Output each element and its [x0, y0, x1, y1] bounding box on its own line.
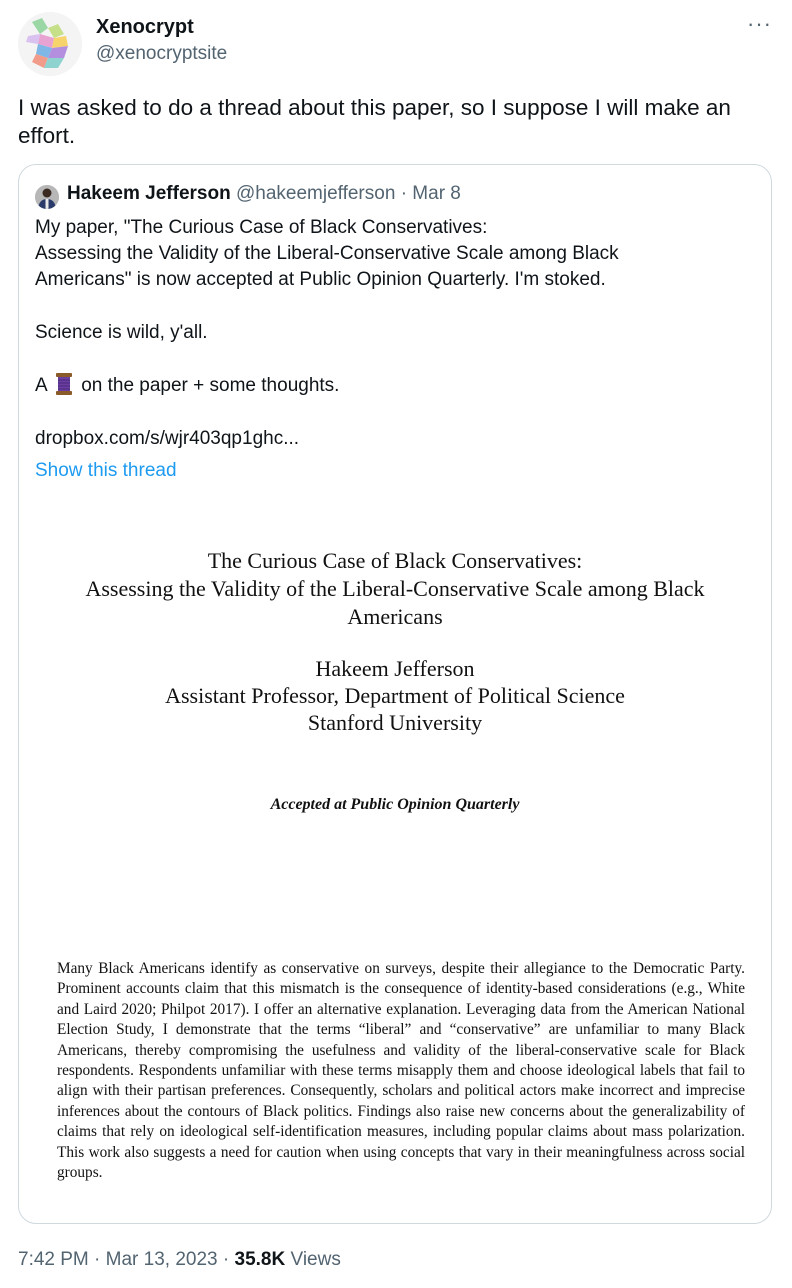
quoted-link[interactable]: dropbox.com/s/wjr403qp1ghc...	[35, 428, 300, 449]
quoted-tweet-date[interactable]: Mar 8	[412, 183, 461, 204]
paper-author: Hakeem Jefferson	[315, 656, 475, 681]
spool-of-thread-icon	[54, 373, 74, 395]
avatar-map-icon	[18, 12, 82, 76]
paper-institution: Stanford University	[307, 710, 483, 735]
paper-position: Assistant Professor, Department of Political Science	[165, 683, 625, 708]
quoted-tweet-header	[67, 183, 461, 205]
paper-accepted-note: Accepted at Public Opinion Quarterly	[270, 796, 520, 813]
author-avatar[interactable]	[18, 12, 82, 76]
separator-dot: ·	[400, 183, 408, 204]
quoted-paragraph-3-suffix: on the paper + some thoughts.	[81, 375, 340, 396]
paper-title-line-2: Assessing the Validity of the Liberal-Conservative Scale among Black	[85, 576, 705, 601]
quoted-author-avatar[interactable]	[35, 185, 59, 209]
person-photo-icon	[35, 185, 59, 209]
paper-image[interactable]	[19, 505, 771, 1215]
quoted-line-2: Assessing the Validity of the Liberal-Conservative Scale among Black	[35, 243, 619, 264]
author-name[interactable]: Xenocrypt	[96, 16, 194, 38]
tweet-time[interactable]: 7:42 PM	[18, 1249, 89, 1270]
show-thread-link[interactable]: Show this thread	[35, 460, 177, 481]
paper-title-line-3: Americans	[347, 604, 443, 629]
quoted-paragraph-2: Science is wild, y'all.	[35, 322, 208, 343]
views-count[interactable]: 35.8K	[234, 1249, 286, 1270]
paper-title	[19, 547, 771, 631]
quoted-tweet-text	[35, 215, 755, 452]
separator-dot: ·	[222, 1249, 230, 1270]
paper-title-line-1: The Curious Case of Black Conservatives:	[207, 548, 583, 573]
separator-dot: ·	[94, 1249, 101, 1270]
tweet-text: I was asked to do a thread about this paper, so I suppose I will make an effort.	[18, 95, 731, 148]
views-label: Views	[290, 1249, 341, 1270]
more-options-icon[interactable]: ···	[747, 11, 772, 36]
quoted-paragraph-3	[35, 373, 755, 399]
tweet-metadata	[18, 1249, 341, 1271]
quoted-author-name[interactable]: Hakeem Jefferson	[67, 183, 231, 204]
paper-abstract: Many Black Americans identify as conservative on surveys, despite their allegiance to the Democratic Party. Prominent accounts claim that this mismatch is the consequence of identity-based considerations (e.g., White and Laird 2020; Philpot 2017). I offer an alternative explanation. Leveraging data from the American National Election Study, I demonstrate that the terms “liberal” and “conservative” are unfamiliar to many Black Americans, thereby compromising the usefulness and validity of the liberal-conservative scale for Black respondents. Respondents unfamiliar with these terms misapply them and choose ideological labels that fail to align with their partisan preferences. Consequently, scholars and political actors make incorrect and imprecise inferences about the contours of Black politics. Findings also raise new concerns about the generalizability of claims that rely on ideological self-identification measures, including popular claims about mass polarization. This work also suggests a need for caution when using concepts that vary in their meaningfulness across social groups.	[57, 960, 745, 1182]
quoted-line-1: My paper, "The Curious Case of Black Conservatives:	[35, 217, 488, 238]
tweet-date[interactable]: Mar 13, 2023	[105, 1249, 218, 1270]
paper-author-block	[19, 655, 771, 736]
quoted-paragraph-3-prefix: A	[35, 375, 47, 396]
quoted-paragraph-1	[35, 215, 755, 293]
quoted-line-3: Americans" is now accepted at Public Opinion Quarterly. I'm stoked.	[35, 269, 606, 290]
quoted-tweet[interactable]	[18, 164, 772, 1224]
quoted-author-handle[interactable]: @hakeemjefferson	[235, 183, 396, 204]
author-handle[interactable]: @xenocryptsite	[96, 43, 228, 64]
